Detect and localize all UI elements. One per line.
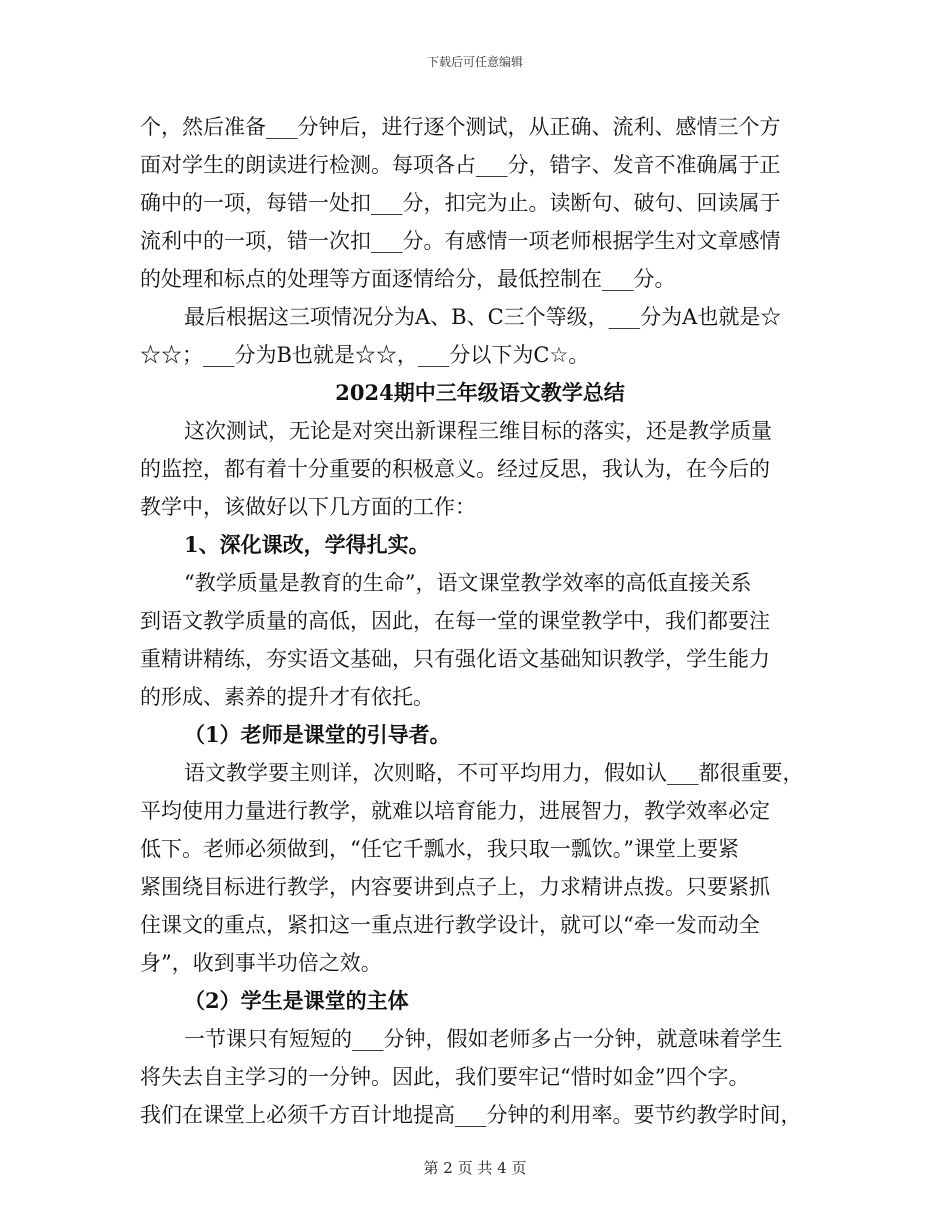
page-header-note: 下载后可任意编辑 xyxy=(426,55,523,69)
paragraph-line: 住课文的重点，紧扣这一重点进行教学设计，就可以“牵一发而动全 xyxy=(140,913,760,937)
paragraph-line: 将失去自主学习的一分钟。因此，我们要牢记“惜时如金”四个字。 xyxy=(140,1065,750,1089)
paragraph-line: 教学中，该做好以下几方面的工作： xyxy=(140,495,476,519)
paragraph-line: ☆☆；___分为B也就是☆☆，___分以下为C☆。 xyxy=(140,343,590,367)
section-title: 2024期中三年级语文教学总结 xyxy=(335,380,625,405)
paragraph-line: 面对学生的朗读进行检测。每项各占___分，错字、发音不准确属于正 xyxy=(140,153,781,177)
paragraph-line: 到语文教学质量的高低，因此，在每一堂的课堂教学中，我们都要注 xyxy=(140,609,770,633)
paragraph-line: 最后根据这三项情况分为A、B、C三个等级，___分为A也就是☆ xyxy=(184,305,782,329)
paragraph-line: 平均使用力量进行教学，就难以培育能力，进展智力，教学效率必定 xyxy=(140,799,770,823)
paragraph-line: 个，然后准备___分钟后，进行逐个测试，从正确、流利、感情三个方 xyxy=(140,115,781,139)
heading-1: 1、深化课改，学得扎实。 xyxy=(184,532,430,557)
paragraph-line: 低下。老师必须做到，“任它千瓢水，我只取一瓢饮。”课堂上要紧 xyxy=(140,837,739,861)
paragraph-line: 身”，收到事半功倍之效。 xyxy=(140,951,382,975)
paragraph-line: 重精讲精练，夯实语文基础，只有强化语文基础知识教学，学生能力 xyxy=(140,647,770,671)
paragraph-line: 确中的一项，每错一处扣___分，扣完为止。读断句、破句、回读属于 xyxy=(140,191,781,215)
page-footer-number: 第 2 页 共 4 页 xyxy=(423,1159,527,1177)
paragraph-line: 一节课只有短短的___分钟，假如老师多占一分钟，就意味着学生 xyxy=(184,1027,783,1051)
paragraph-line: 语文教学要主则详，次则略，不可平均用力，假如认___都很重要， xyxy=(184,761,804,785)
paragraph-line: 紧围绕目标进行教学，内容要讲到点子上，力求精讲点拨。只要紧抓 xyxy=(140,875,770,899)
paragraph-line: 的形成、素养的提升才有依托。 xyxy=(140,685,434,709)
paragraph-line: “教学质量是教育的生命”，语文课堂教学效率的高低直接关系 xyxy=(184,571,752,595)
document-body xyxy=(140,108,820,1134)
subheading-2: （2）学生是课堂的主体 xyxy=(184,988,409,1013)
paragraph-line: 流利中的一项，错一次扣___分。有感情一项老师根据学生对文章感情 xyxy=(140,229,781,253)
paragraph-line: 的处理和标点的处理等方面逐情给分，最低控制在___分。 xyxy=(140,267,676,291)
paragraph-line: 我们在课堂上必须千方百计地提高___分钟的利用率。要节约教学时间， xyxy=(140,1103,802,1127)
subheading-1: （1）老师是课堂的引导者。 xyxy=(184,722,451,747)
paragraph-line: 这次测试，无论是对突出新课程三维目标的落实，还是教学质量 xyxy=(184,419,772,443)
paragraph-line: 的监控，都有着十分重要的积极意义。经过反思，我认为，在今后的 xyxy=(140,457,770,481)
